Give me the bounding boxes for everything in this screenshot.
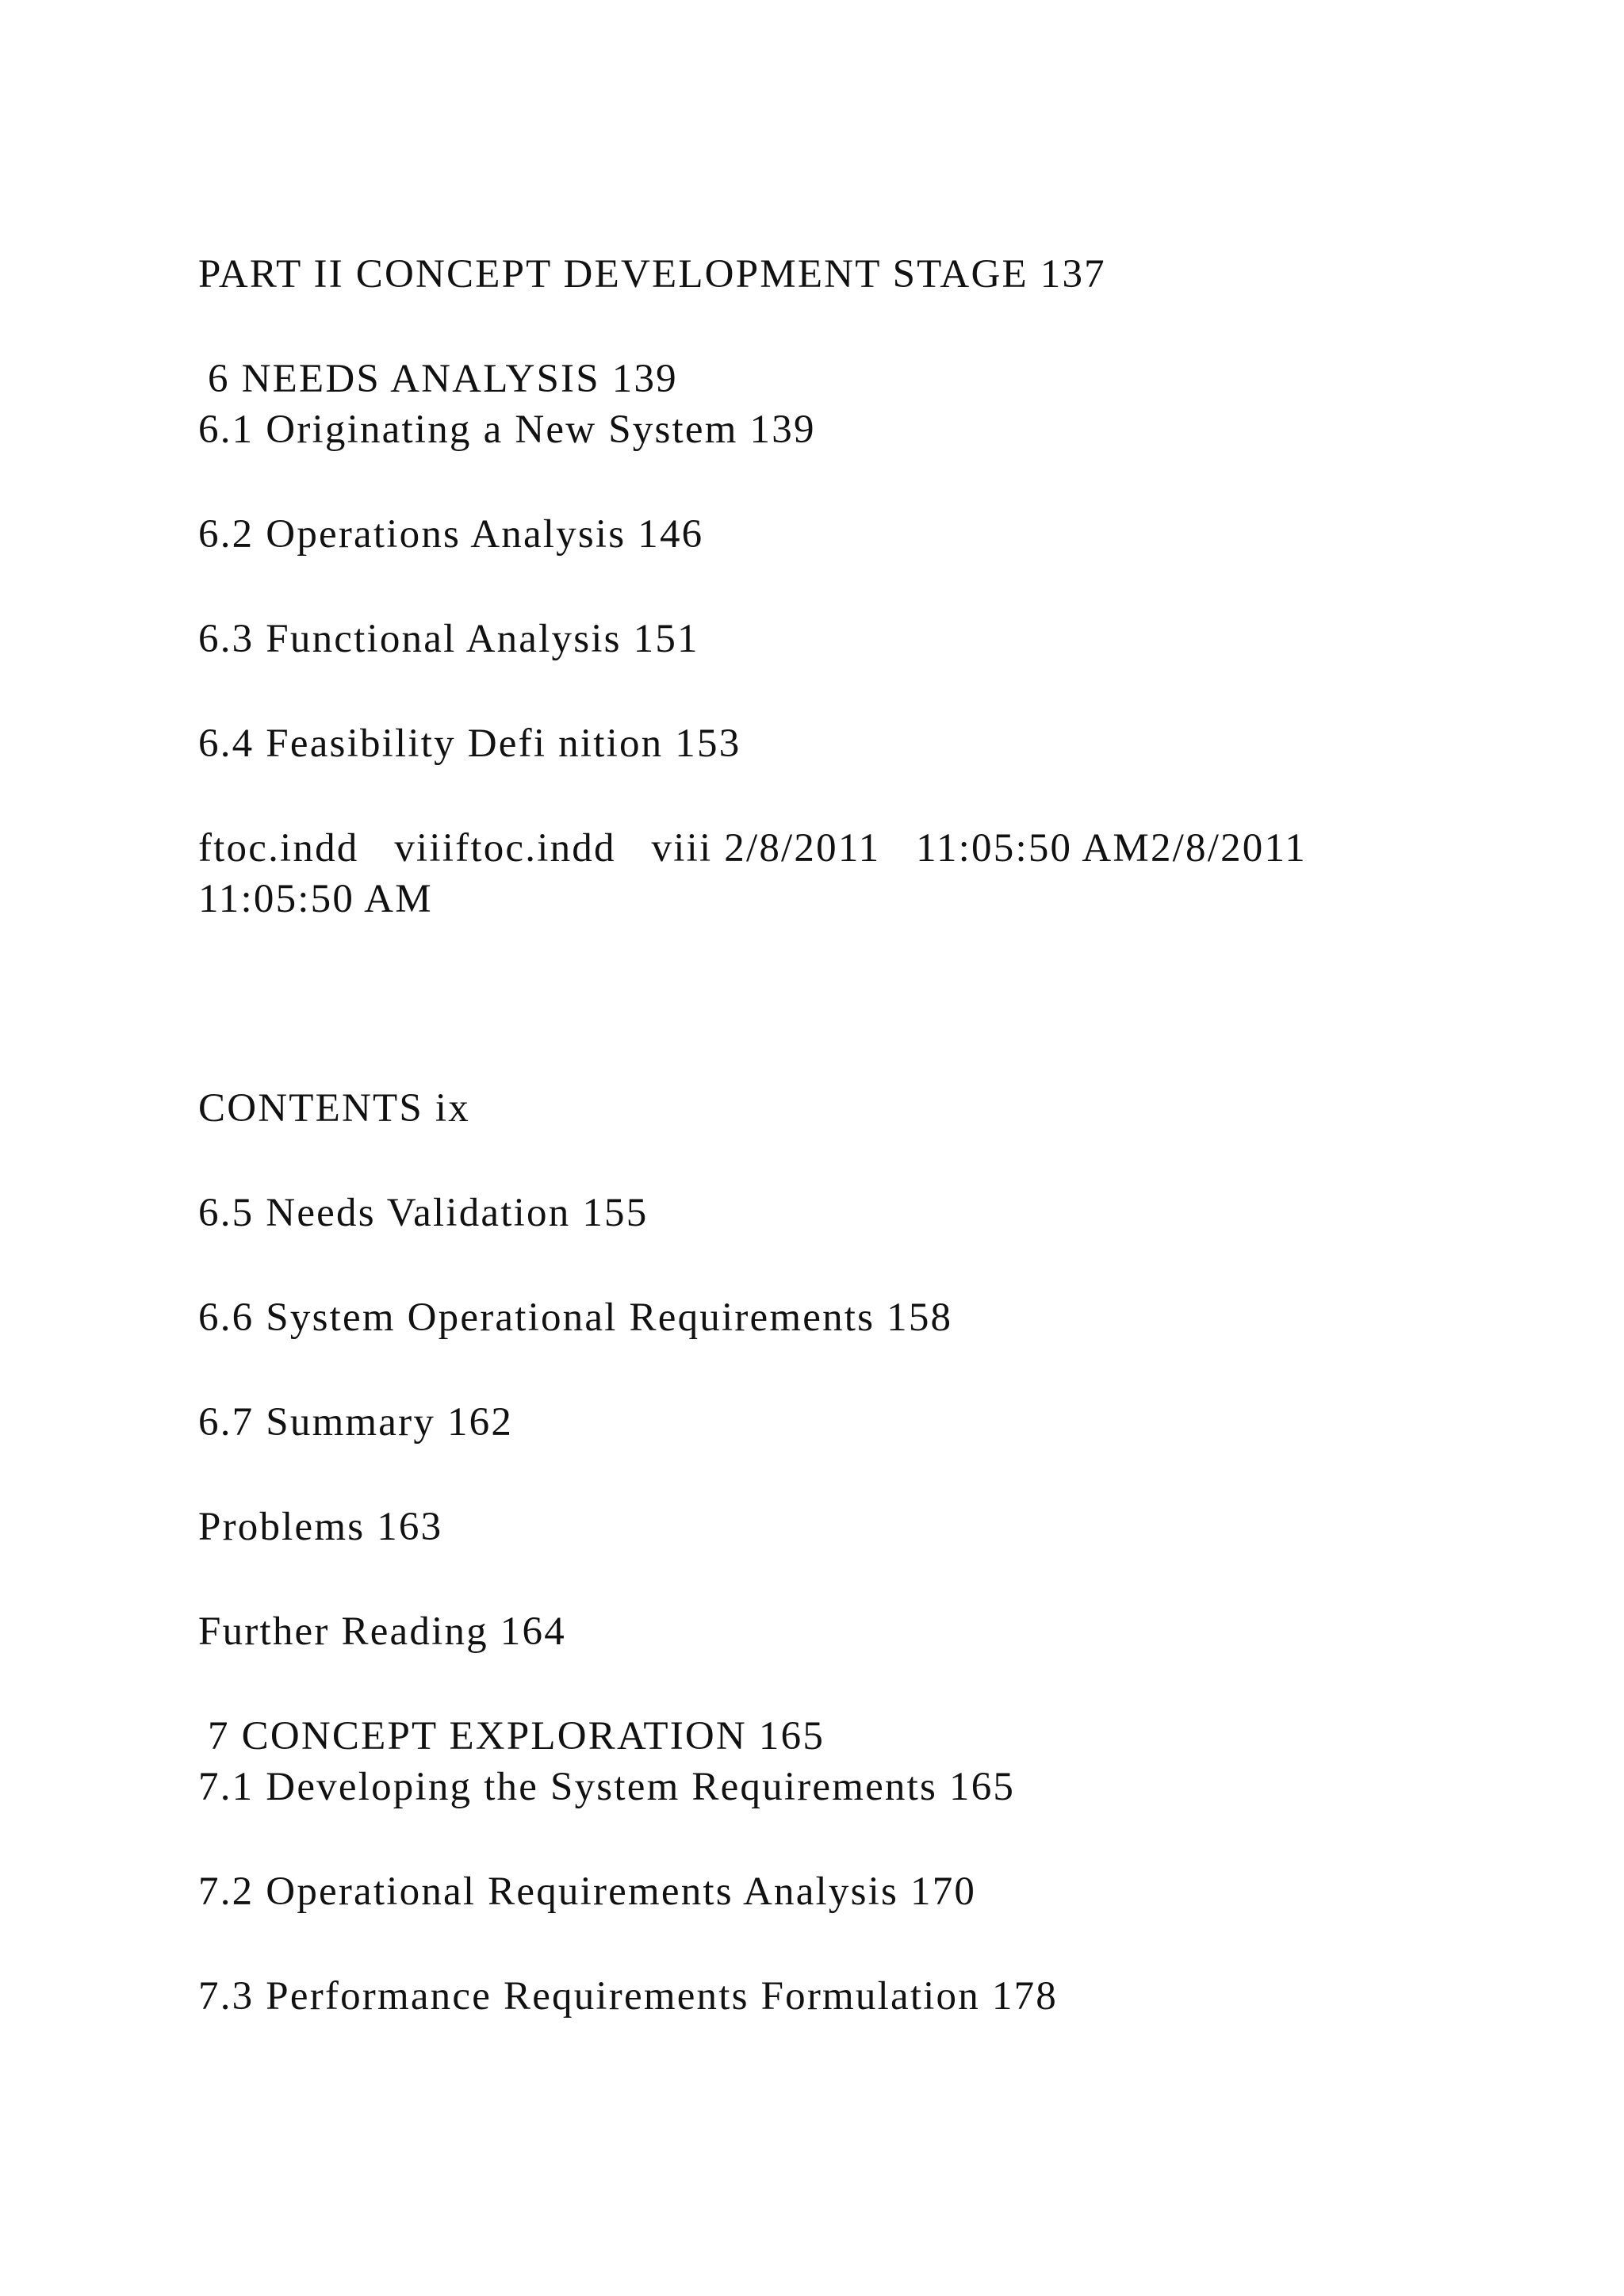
chapter-7-heading: 7 CONCEPT EXPLORATION 165 — [208, 1714, 825, 1758]
file-stamp-line-2: 11:05:50 AM — [198, 877, 433, 921]
toc-entry-6-4: 6.4 Feasibility Defi nition 153 — [198, 721, 741, 766]
chapter-6-heading: 6 NEEDS ANALYSIS 139 — [208, 357, 678, 401]
toc-entry-6-1: 6.1 Originating a New System 139 — [198, 408, 816, 452]
file-stamp-line-1: ftoc.indd viiiftoc.indd viii 2/8/2011 11:05:50 AM2/8/2011 — [198, 826, 1307, 871]
toc-entry-further-reading: Further Reading 164 — [198, 1609, 566, 1654]
toc-entry-6-2: 6.2 Operations Analysis 146 — [198, 512, 704, 557]
contents-running-head: CONTENTS ix — [198, 1086, 470, 1131]
toc-entry-6-7: 6.7 Summary 162 — [198, 1400, 514, 1445]
toc-entry-problems: Problems 163 — [198, 1505, 443, 1549]
toc-entry-7-3: 7.3 Performance Requirements Formulation 178 — [198, 1974, 1059, 2019]
toc-entry-6-5: 6.5 Needs Validation 155 — [198, 1191, 649, 1235]
toc-entry-7-1: 7.1 Developing the System Requirements 165 — [198, 1765, 1016, 1809]
toc-entry-7-2: 7.2 Operational Requirements Analysis 170 — [198, 1869, 977, 1914]
toc-entry-6-6: 6.6 System Operational Requirements 158 — [198, 1295, 953, 1340]
part-heading: PART II CONCEPT DEVELOPMENT STAGE 137 — [198, 252, 1106, 297]
toc-entry-6-3: 6.3 Functional Analysis 151 — [198, 617, 699, 661]
